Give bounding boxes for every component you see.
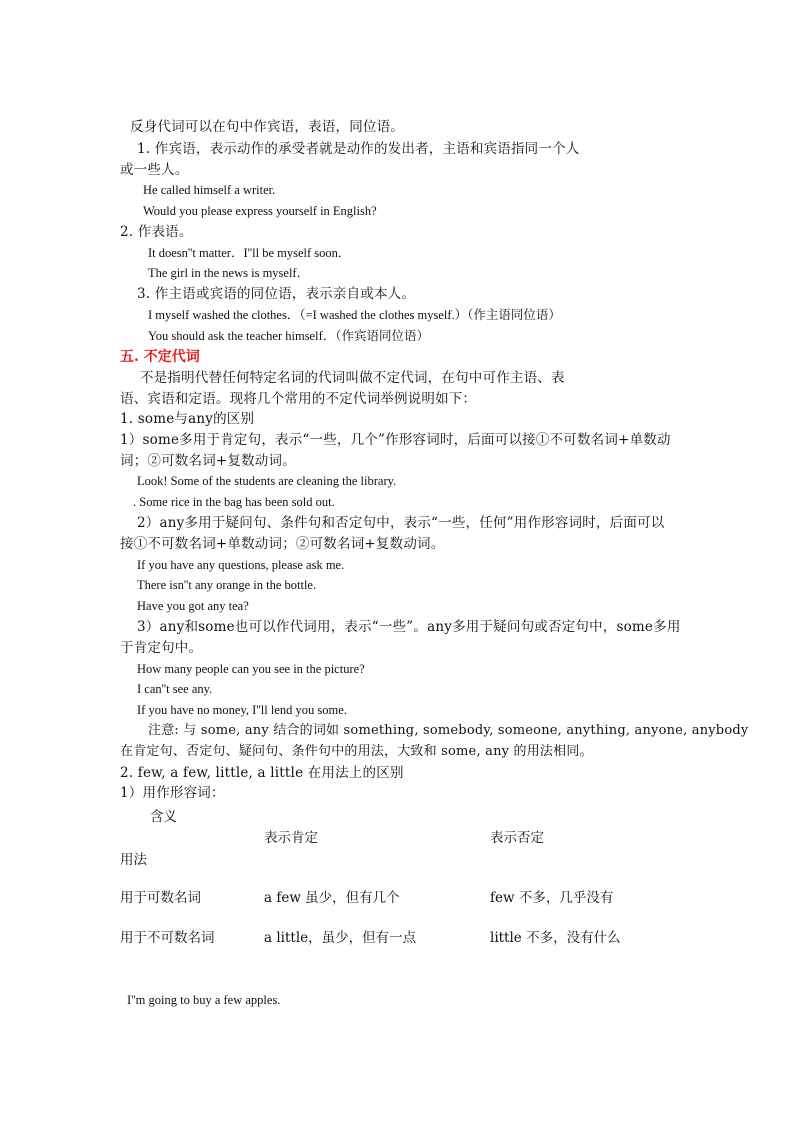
- point1-line2: 词；②可数名词+复数动词。: [120, 453, 296, 469]
- table-corner-usage: 用法: [120, 852, 147, 868]
- point1-example2: . Some rice in the bag has been sold out.: [133, 495, 335, 509]
- point2-line1: 2）any多用于疑问句、条件句和否定句中，表示“一些，任何”用作形容词时，后面可以: [137, 515, 665, 531]
- subsection2-point1: 1）用作形容词：: [120, 785, 225, 801]
- item1-example2: Would you please express yourself in English?: [143, 204, 377, 218]
- reflexive-intro: 反身代词可以在句中作宾语，表语，同位语。: [130, 119, 404, 135]
- row-usage: 用于可数名词: [120, 890, 201, 906]
- row-affirmative: a little，虽少，但有一点: [264, 930, 417, 946]
- subsection1-title: 1. some与any的区别: [120, 411, 255, 427]
- table-header-affirmative: 表示肯定: [264, 830, 318, 846]
- note-line1: 注意: 与 some, any 结合的词如 something, somebody, someone, anything, anyone, anybody: [148, 723, 749, 738]
- point2-example2: There isn''t any orange in the bottle.: [137, 578, 317, 592]
- item2-title: 2. 作表语。: [120, 224, 193, 240]
- point1-example1: Look! Some of the students are cleaning the library.: [137, 474, 397, 488]
- subsection2-title: 2. few, a few, little, a little 在用法上的区别: [120, 765, 404, 781]
- point2-example1: If you have any questions, please ask me.: [137, 558, 345, 572]
- row-affirmative: a few 虽少，但有几个: [264, 890, 400, 906]
- section5-intro-line1: 不是指明代替任何特定名词的代词叫做不定代词，在句中可作主语、表: [140, 370, 565, 386]
- note-line2: 在肯定句、否定句、疑问句、条件句中的用法，大致和 some, any 的用法相同。: [120, 744, 593, 759]
- point3-example1: How many people can you see in the picture?: [137, 662, 365, 676]
- row-negative: few 不多，几乎没有: [490, 890, 614, 906]
- table-header-negative: 表示否定: [490, 830, 544, 846]
- final-example: I''m going to buy a few apples.: [127, 993, 281, 1007]
- table-corner-meaning: 含义: [150, 809, 177, 825]
- item2-example1: It doesn''t matter．I''ll be myself soon．: [148, 246, 351, 260]
- item1-example1: He called himself a writer.: [143, 183, 276, 197]
- point1-line1: 1）some多用于肯定句，表示“一些，几个”作形容词时，后面可以接①不可数名词+单数动: [120, 432, 671, 448]
- item2-example2: The girl in the news is myself．: [148, 266, 310, 280]
- item1-line2: 或一些人。: [120, 162, 189, 178]
- item1-line1: 1. 作宾语，表示动作的承受者就是动作的发出者，主语和宾语指同一个人: [137, 141, 580, 157]
- section5-intro-line2: 语、宾语和定语。现将几个常用的不定代词举例说明如下：: [120, 391, 477, 407]
- point2-example3: Have you got any tea?: [137, 599, 249, 613]
- point3-example2: I can''t see any.: [137, 682, 213, 696]
- row-negative: little 不多，没有什么: [490, 930, 621, 946]
- item3-example1: I myself washed the clothes．（=I washed the clothes myself.）（作主语同位语）: [148, 308, 561, 322]
- point3-example3: If you have no money, I''ll lend you some.: [137, 703, 347, 717]
- point3-line2: 于肯定句中。: [120, 640, 203, 656]
- item3-title: 3. 作主语或宾语的同位语，表示亲自或本人。: [137, 286, 416, 302]
- row-usage: 用于不可数名词: [120, 930, 215, 946]
- section-heading: 五. 不定代词: [120, 349, 200, 365]
- point3-line1: 3）any和some也可以作代词用，表示“一些”。any多用于疑问句或否定句中，some多用: [137, 619, 681, 635]
- point2-line2: 接①不可数名词+单数动词；②可数名词+复数动词。: [120, 536, 445, 552]
- item3-example2: You should ask the teacher himself．（作宾语同位语）: [148, 329, 429, 343]
